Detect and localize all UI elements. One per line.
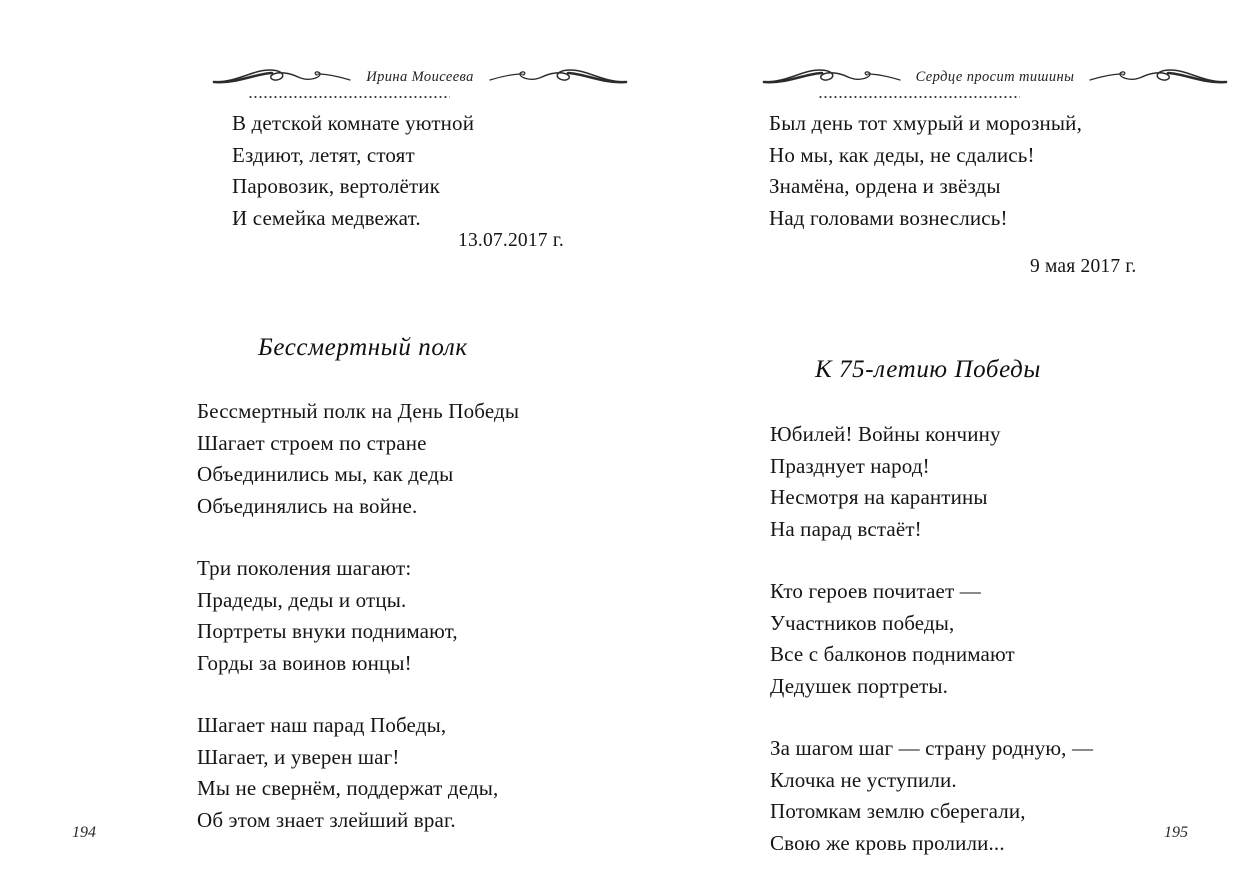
flourish-ornament-icon bbox=[212, 64, 352, 90]
stanza bbox=[197, 553, 519, 679]
poem-line: Был день тот хмурый и морозный, bbox=[769, 111, 1082, 135]
poem-line: Знамёна, ордена и звёзды bbox=[769, 174, 1001, 198]
poem-line: Объединялись на войне. bbox=[197, 493, 418, 518]
stanza bbox=[232, 108, 474, 234]
poem-line: Клочка не уступили. bbox=[770, 767, 957, 792]
stanza bbox=[197, 710, 519, 836]
poem-line: Празднует народ! bbox=[770, 453, 930, 478]
left-head-dotted-rule bbox=[248, 92, 450, 102]
flourish-ornament-icon bbox=[762, 64, 902, 90]
poem-line: Юбилей! Войны кончину bbox=[770, 422, 1001, 446]
left-page-number: 194 bbox=[72, 824, 96, 841]
poem-line: Дедушек портреты. bbox=[770, 673, 949, 698]
poem-line: За шагом шаг — страну родную, — bbox=[770, 736, 1094, 760]
poem-line: Портреты внуки поднимают, bbox=[197, 619, 458, 643]
stanza bbox=[770, 576, 1093, 702]
stanza bbox=[197, 396, 519, 522]
left-poem-top-body bbox=[232, 108, 474, 234]
poem-line: Паровозик, вертолётик bbox=[232, 174, 441, 198]
right-poem-bottom-body bbox=[770, 419, 1093, 859]
right-poem-top-date: 9 мая 2017 г. bbox=[1030, 256, 1137, 277]
poem-line: На парад встаёт! bbox=[770, 516, 922, 541]
right-poem-top-body bbox=[769, 108, 1082, 234]
poem-line: В детской комнате уютной bbox=[232, 111, 475, 135]
poem-line: И семейка медвежат. bbox=[232, 205, 421, 230]
poem-line: Кто героев почитает — bbox=[770, 579, 981, 603]
poem-line: Участников победы, bbox=[770, 610, 955, 635]
right-page bbox=[630, 0, 1260, 882]
poem-line: Шагает, и уверен шаг! bbox=[197, 744, 400, 769]
stanza bbox=[770, 733, 1093, 859]
poem-line: Все с балконов поднимают bbox=[770, 642, 1015, 666]
poem-line: Об этом знает злейший враг. bbox=[197, 807, 456, 832]
right-poem-title: К 75-летию Победы bbox=[815, 356, 1041, 383]
stanza bbox=[769, 108, 1082, 234]
left-poem-bottom-body bbox=[197, 396, 519, 836]
poem-line: Но мы, как деды, не сдались! bbox=[769, 142, 1035, 167]
right-running-head-title: Сердце просит тишины bbox=[915, 68, 1075, 85]
poem-line: Шагает наш парад Победы, bbox=[197, 713, 447, 737]
poem-line: Свою же кровь пролили... bbox=[770, 830, 1005, 855]
poem-line: Прадеды, деды и отцы. bbox=[197, 587, 407, 612]
right-head-dotted-rule bbox=[818, 92, 1020, 102]
left-poem-top-date: 13.07.2017 г. bbox=[458, 230, 564, 251]
right-running-head bbox=[630, 62, 1260, 108]
poem-line: Три поколения шагают: bbox=[197, 556, 412, 580]
poem-line: Мы не свернём, поддержат деды, bbox=[197, 776, 499, 800]
poem-line: Над головами вознеслись! bbox=[769, 205, 1008, 230]
poem-line: Потомкам землю сберегали, bbox=[770, 799, 1026, 823]
poem-line: Бессмертный полк на День Победы bbox=[197, 399, 520, 423]
left-poem-title: Бессмертный полк bbox=[258, 334, 468, 361]
flourish-ornament-mirror-icon bbox=[488, 64, 628, 90]
flourish-ornament-mirror-icon bbox=[1088, 64, 1228, 90]
left-running-head bbox=[0, 62, 630, 108]
poem-line: Несмотря на карантины bbox=[770, 485, 988, 509]
poem-line: Объединились мы, как деды bbox=[197, 462, 454, 486]
right-page-number: 195 bbox=[1164, 824, 1188, 841]
left-running-head-title: Ирина Моисеева bbox=[366, 68, 474, 85]
right-running-head-row bbox=[630, 62, 1260, 92]
stanza bbox=[770, 419, 1093, 545]
poem-line: Горды за воинов юнцы! bbox=[197, 650, 412, 675]
poem-line: Ездиют, летят, стоят bbox=[232, 142, 415, 167]
poem-line: Шагает строем по стране bbox=[197, 430, 427, 455]
